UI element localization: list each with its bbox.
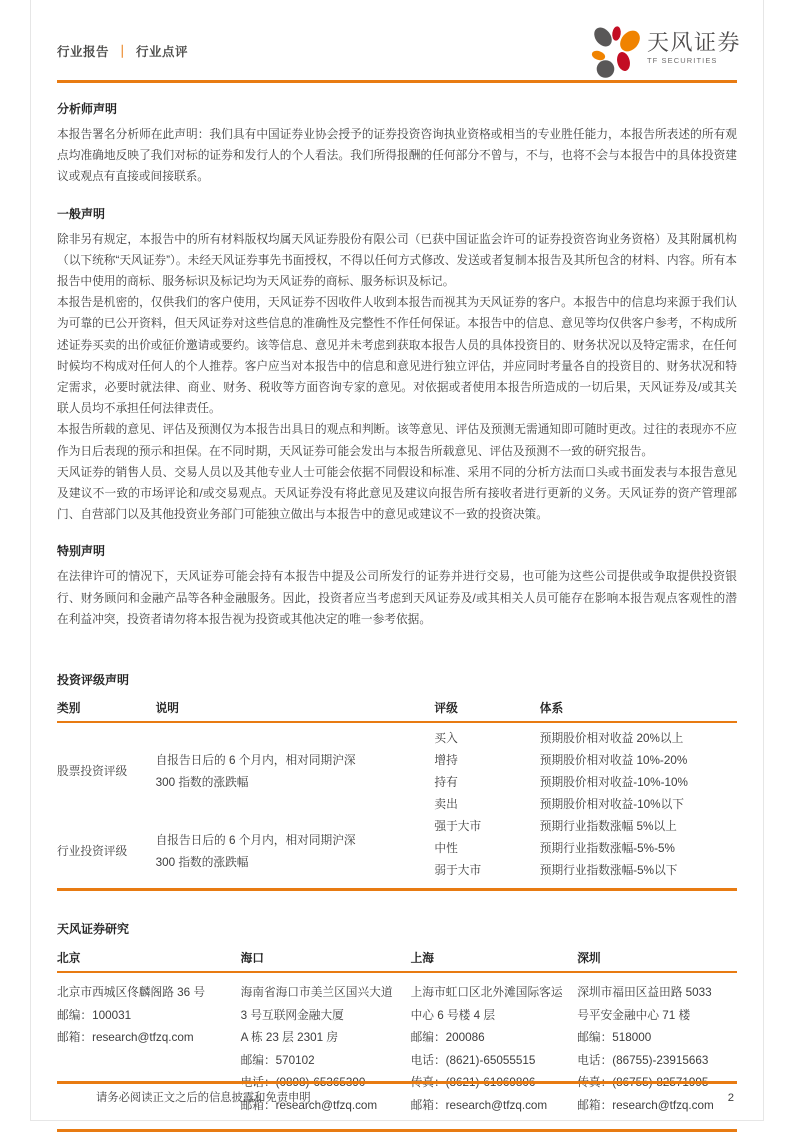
tf-flower-logo-icon bbox=[590, 25, 642, 79]
general-statement-paragraph: 本报告是机密的，仅供我们的客户使用，天风证券不因收件人收到本报告而视其为天风证券的客户。本报告中的信息均来源于我们认为可靠的已公开资料，但天风证券对这些信息的准确性及完整性不作任何保证。本报告中的信息、意见等均仅供客户参考，不构成所述证券买卖的出价或征价邀请或要约。该等信息、意见并未考虑到获取本报告人员的具体投资目的、财务状况以及特定需求，在任何时候均不构成对任何人的个人推荐。客户应当对本报告中的信息和意见进行独立评估，并应同时考量各自的投资目的、财务状况和特定需求，必要时就法律、商业、财务、税收等方面咨询专家的意见。对依据或者使用本报告所造成的一切后果，天风证券及/或其关联人员均不承担任何法律责任。 bbox=[57, 296, 737, 416]
report-header bbox=[57, 0, 741, 80]
rating-table bbox=[57, 700, 737, 891]
rating-description-text: 自报告日后的 6 个月内，相对同期沪深 300 指数的涨跌幅 bbox=[155, 834, 356, 870]
office-address: 海南省海口市美兰区国兴大道 3 号互联网金融大厦 bbox=[240, 986, 393, 1022]
breadcrumb-report-type: 行业报告 bbox=[57, 45, 110, 59]
rating-grade: 强于大市 bbox=[434, 820, 482, 834]
report-page-content bbox=[57, 0, 741, 1132]
offices-header-row bbox=[57, 950, 737, 972]
investment-rating-title: 投资评级声明 bbox=[57, 673, 130, 688]
rating-grade: 增持 bbox=[434, 754, 458, 768]
office-phone: 电话：(8621)-65055515 bbox=[410, 1053, 536, 1067]
rating-system: 预期行业指数涨幅 5%以上 bbox=[539, 820, 677, 834]
breadcrumb-report-subtype: 行业点评 bbox=[136, 45, 189, 59]
analyst-statement-paragraph: 本报告署名分析师在此声明：我们具有中国证券业协会授予的证券投资咨询执业资格或相当的专业胜任能力，本报告所表述的所有观点均准确地反映了我们对标的证券和发行人的个人看法。我们所得报酬的任何部分不曾与，不与，也将不会与本报告中的具体投资建议或观点有直接或间接联系。 bbox=[57, 128, 737, 184]
section-analyst-statement bbox=[57, 100, 737, 188]
general-statement-paragraph: 天风证券的销售人员、交易人员以及其他专业人士可能会依据不同假设和标准、采用不同的分析方法而口头或书面发表与本报告意见及建议不一致的市场评论和/或交易观点。天风证券没有将此意见及建议向报告所有接收者进行更新的义务。天风证券的资产管理部门、自营部门以及其他投资业务部门可能独立做出与本报告中的意见或建议不一致的投资决策。 bbox=[57, 465, 737, 522]
table-row bbox=[57, 972, 737, 1131]
footer-disclosure-notice: 请务必阅读正文之后的信息披露和免责申明 bbox=[96, 1091, 311, 1104]
office-details-haikou bbox=[241, 972, 411, 1131]
office-address: 北京市西城区佟麟阁路 36 号 bbox=[57, 986, 206, 1000]
office-details-shanghai bbox=[411, 972, 578, 1131]
section-general-statement bbox=[57, 205, 737, 526]
rating-grade: 买入 bbox=[434, 732, 458, 746]
section-special-statement bbox=[57, 542, 737, 630]
rating-system: 预期股价相对收益-10%以下 bbox=[539, 798, 684, 812]
rating-grade: 中性 bbox=[434, 842, 458, 856]
rating-system: 预期行业指数涨幅-5%以下 bbox=[539, 864, 678, 878]
header-divider-rule bbox=[57, 80, 737, 83]
rating-grade: 卖出 bbox=[434, 798, 458, 812]
rating-description-industry bbox=[156, 816, 435, 890]
offices-table bbox=[57, 950, 737, 1132]
rating-col-category: 类别 bbox=[57, 700, 156, 722]
office-postcode: 邮编：570102 bbox=[240, 1053, 315, 1067]
office-phone: 电话：(86755)-23915663 bbox=[577, 1053, 709, 1067]
rating-category-stock: 股票投资评级 bbox=[57, 765, 128, 779]
rating-category-industry: 行业投资评级 bbox=[57, 845, 128, 859]
rating-system: 预期股价相对收益 10%-20% bbox=[539, 754, 688, 768]
general-statement-title: 一般声明 bbox=[57, 206, 106, 221]
office-address: 上海市虹口区北外滩国际客运中心 6 号楼 4 层 bbox=[410, 986, 563, 1022]
rating-description-stock bbox=[156, 722, 435, 816]
table-row bbox=[57, 816, 737, 838]
general-statement-paragraph: 除非另有规定，本报告中的所有材料版权均属天风证券股份有限公司（已获中国证监会许可的证券投资咨询业务资格）及其附属机构（以下统称“天风证券”）。未经天风证券事先书面授权，不得以任何方式修改、发送或者复制本报告及其所包含的材料、内容。所有本报告中使用的商标、服务标识及标记均为天风证券的商标、服务标识及标记。 bbox=[57, 232, 737, 289]
rating-col-grade: 评级 bbox=[434, 700, 539, 722]
office-address: 深圳市福田区益田路 5033 号平安金融中心 71 楼 bbox=[577, 986, 712, 1022]
rating-col-description: 说明 bbox=[156, 700, 435, 722]
office-city-shenzhen: 深圳 bbox=[577, 950, 737, 972]
analyst-statement-title: 分析师声明 bbox=[57, 102, 118, 116]
office-postcode: 邮编：518000 bbox=[577, 1031, 652, 1045]
breadcrumb-separator: ｜ bbox=[116, 45, 130, 59]
tf-securities-logo bbox=[590, 25, 741, 79]
rating-system: 预期股价相对收益 20%以上 bbox=[539, 732, 684, 746]
office-city-shanghai: 上海 bbox=[411, 950, 578, 972]
office-email: 邮箱：research@tfzq.com bbox=[240, 1098, 378, 1112]
office-city-haikou: 海口 bbox=[241, 950, 411, 972]
rating-description-text: 自报告日后的 6 个月内，相对同期沪深 300 指数的涨跌幅 bbox=[155, 754, 356, 790]
research-title: 天风证券研究 bbox=[57, 922, 130, 937]
logo-text-block bbox=[647, 25, 741, 65]
special-statement-paragraph: 在法律许可的情况下，天风证券可能会持有本报告中提及公司所发行的证券并进行交易，也可能为这些公司提供或争取提供投资银行、财务顾问和金融产品等各种金融服务。因此，投资者应当考虑到天风证券及/或其相关人员可能存在影响本报告观点客观性的潜在利益冲突，投资者请勿将本报告视为投资或其他决定的唯一参考依据。 bbox=[57, 570, 737, 626]
office-city-beijing: 北京 bbox=[57, 950, 241, 972]
footer-divider-rule bbox=[57, 1081, 737, 1084]
office-details-shenzhen bbox=[577, 972, 737, 1131]
general-statement-paragraph: 本报告所载的意见、评估及预测仅为本报告出具日的观点和判断。该等意见、评估及预测无需通知即可随时更改。过往的表现亦不应作为日后表现的预示和担保。在不同时期，天风证券可能会发出与本报告所载意见、评估及预测不一致的研究报告。 bbox=[57, 423, 737, 458]
page-number: 2 bbox=[727, 1091, 734, 1104]
office-postcode: 邮编：200086 bbox=[410, 1031, 485, 1045]
office-details-beijing bbox=[57, 972, 241, 1131]
rating-system: 预期行业指数涨幅-5%-5% bbox=[539, 842, 675, 856]
logo-name-en: TF SECURITIES bbox=[646, 56, 718, 65]
office-email: 邮箱：research@tfzq.com bbox=[577, 1098, 714, 1112]
rating-grade: 持有 bbox=[434, 776, 458, 790]
table-row bbox=[57, 722, 737, 750]
office-postcode: 邮编：100031 bbox=[57, 1008, 132, 1022]
rating-table-header-row bbox=[57, 700, 737, 722]
report-footer bbox=[57, 1081, 737, 1105]
special-statement-title: 特别声明 bbox=[57, 544, 106, 559]
logo-name-cn: 天风证券 bbox=[646, 30, 741, 55]
office-address: A 栋 23 层 2301 房 bbox=[240, 1031, 339, 1045]
office-email: 邮箱：research@tfzq.com bbox=[57, 1031, 194, 1045]
rating-system: 预期股价相对收益-10%-10% bbox=[539, 776, 688, 790]
office-email: 邮箱：research@tfzq.com bbox=[410, 1098, 548, 1112]
footer-row bbox=[57, 1089, 737, 1105]
rating-grade: 弱于大市 bbox=[434, 864, 482, 878]
breadcrumb bbox=[57, 42, 188, 60]
rating-col-system: 体系 bbox=[540, 700, 737, 722]
section-investment-rating bbox=[57, 671, 737, 891]
